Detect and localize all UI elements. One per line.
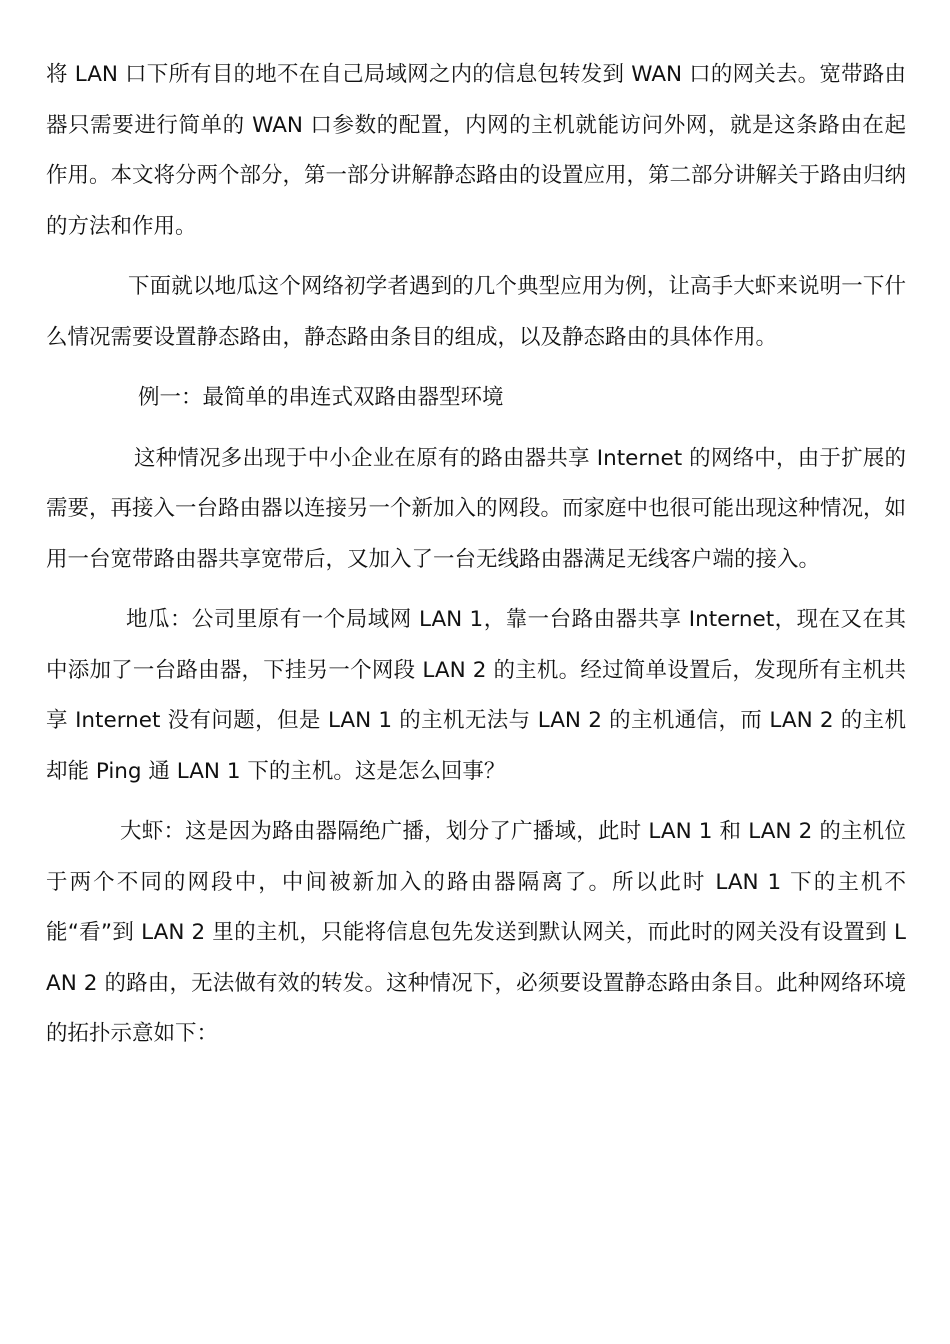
paragraph-intro: 将 LAN 口下所有目的地不在自己局域网之内的信息包转发到 WAN 口的网关去。宽带路由器只需要进行简单的 WAN 口参数的配置，内网的主机就能访问外网，就是这条路由在起作用。本文将分两个部分，第一部分讲解静态路由的设置应用，第二部分讲解关于路由归纳的方法和作用。 — [46, 62, 907, 239]
document-page — [46, 50, 906, 1060]
paragraph-answer: 大虾：这是因为路由器隔绝广播，划分了广播域，此时 LAN 1 和 LAN 2 的主机位于两个不同的网段中，中间被新加入的路由器隔离了。所以此时 LAN 1 下的主机不能“看”到 LAN 2 里的主机，只能将信息包先发送到默认网关，而此时的网关没有设置到 LAN 2 的路由，无法做有效的转发。这种情况下，必须要设置静态路由条目。此种网络环境的拓扑示意如下： — [46, 819, 906, 1046]
paragraph-question: 地瓜：公司里原有一个局域网 LAN 1，靠一台路由器共享 Internet，现在又在其中添加了一台路由器，下挂另一个网段 LAN 2 的主机。经过简单设置后，发现所有主机共享 Internet 没有问题，但是 LAN 1 的主机无法与 LAN 2 的主机通信，而 LAN 2 的主机却能 Ping 通 LAN 1 下的主机。这是怎么回事？ — [46, 607, 906, 784]
section-heading-example-1: 例一：最简单的串连式双路由器型环境 — [138, 385, 504, 410]
paragraph-scenario: 这种情况多出现于中小企业在原有的路由器共享 Internet 的网络中，由于扩展的需要，再接入一台路由器以连接另一个新加入的网段。而家庭中也很可能出现这种情况，如用一台宽带路由器共享宽带后，又加入了一台无线路由器满足无线客户端的接入。 — [46, 445, 907, 572]
paragraph-overview: 下面就以地瓜这个网络初学者遇到的几个典型应用为例，让高手大虾来说明一下什么情况需要设置静态路由，静态路由条目的组成，以及静态路由的具体作用。 — [46, 274, 906, 350]
